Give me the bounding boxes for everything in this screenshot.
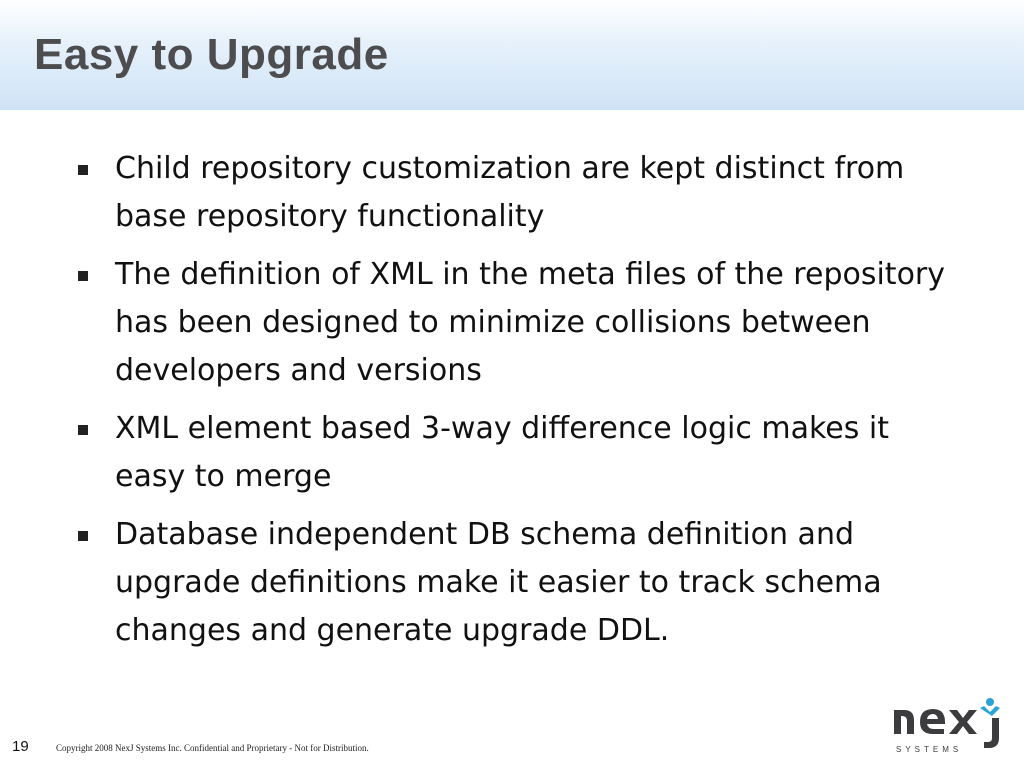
- svg-text:SYSTEMS: SYSTEMS: [896, 745, 963, 754]
- bullet-list: [78, 145, 948, 665]
- square-bullet-icon: [78, 271, 88, 281]
- slide-title: Easy to Upgrade: [34, 30, 389, 79]
- square-bullet-icon: [78, 165, 88, 175]
- bullet-text: Database independent DB schema definition and upgrade definitions make it easier to track schema changes and generate upgrade DDL.: [115, 517, 882, 648]
- bullet-text: Child repository customization are kept distinct from base repository functionality: [115, 151, 905, 234]
- bullet-text: The definition of XML in the meta files of the repository has been designed to minimize collisions between developers and versions: [115, 257, 946, 388]
- square-bullet-icon: [78, 425, 88, 435]
- bullet-text: XML element based 3-way difference logic makes it easy to merge: [115, 411, 890, 494]
- bullet-item: [78, 251, 948, 395]
- copyright-notice: Copyright 2008 NexJ Systems Inc. Confidential and Proprietary - Not for Distribution.: [56, 743, 369, 753]
- bullet-item: [78, 405, 948, 501]
- square-bullet-icon: [78, 531, 88, 541]
- page-number: 19: [12, 738, 29, 755]
- bullet-item: [78, 511, 948, 655]
- bullet-item: [78, 145, 948, 241]
- nexj-logo: [890, 696, 1015, 758]
